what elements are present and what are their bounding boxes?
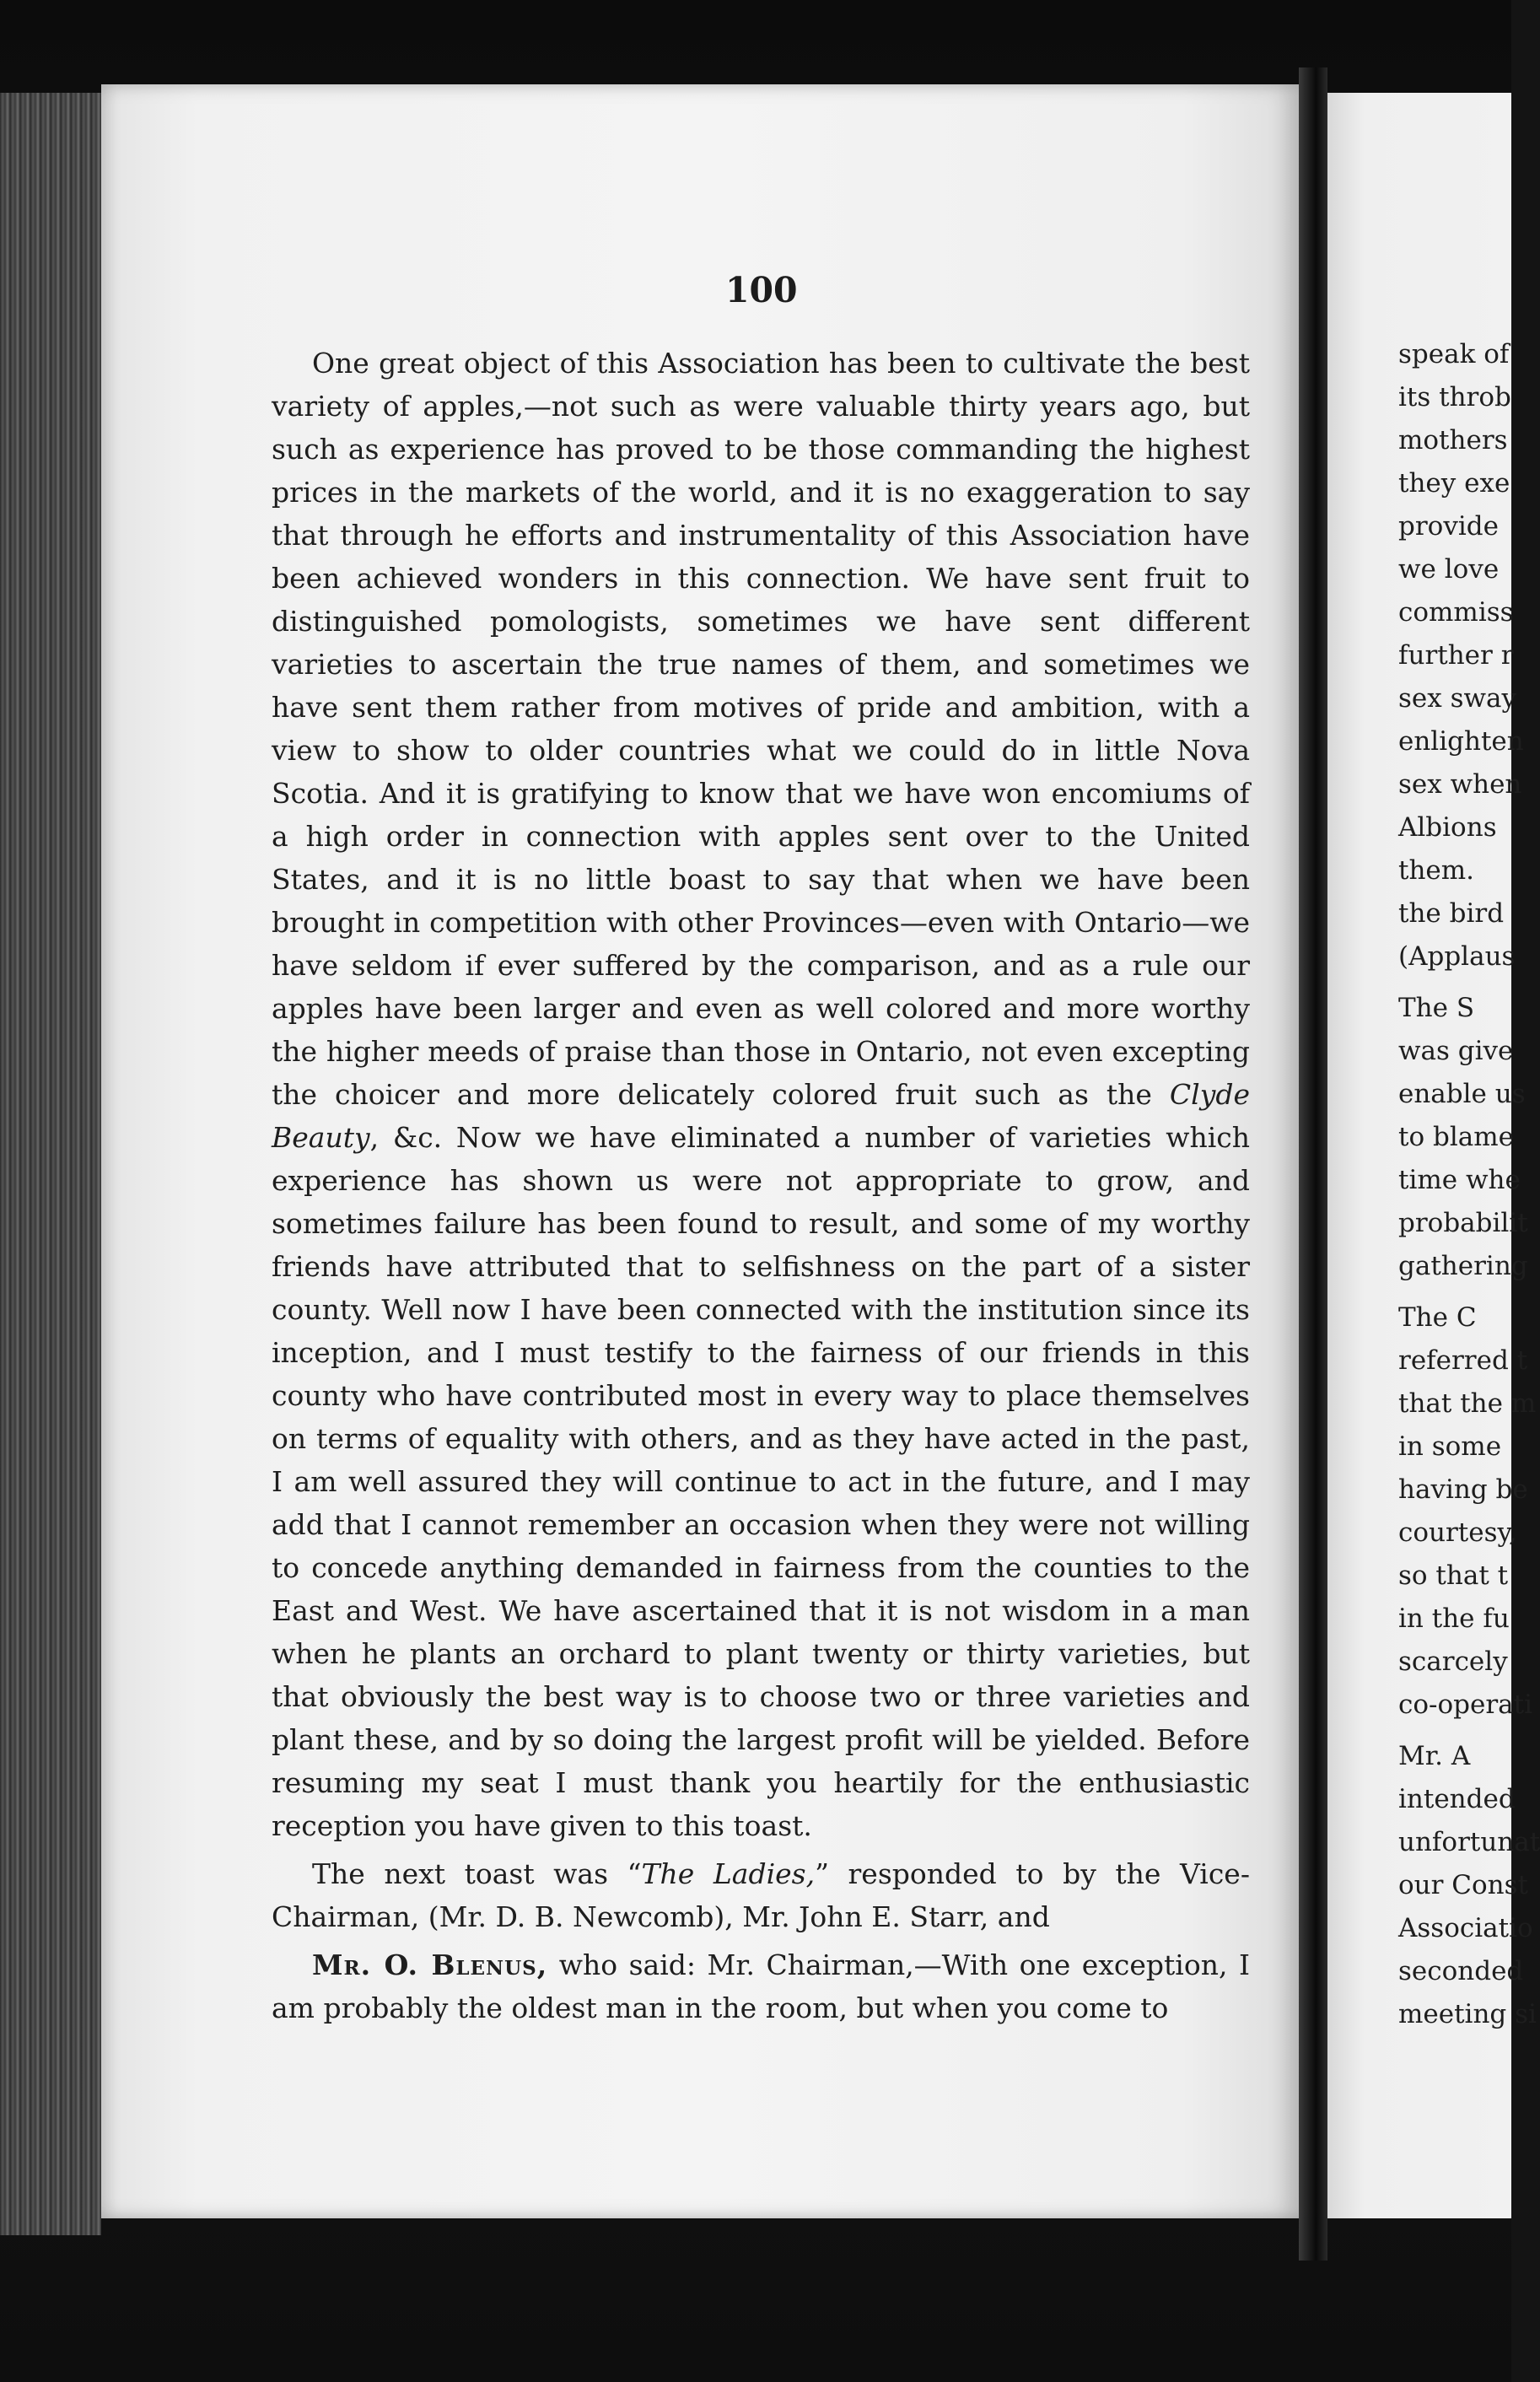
- facing-line: time whe: [1398, 1165, 1521, 1195]
- facing-line: mothers: [1398, 425, 1508, 455]
- facing-line: its throb: [1398, 382, 1511, 412]
- facing-line: Mr. A: [1398, 1741, 1471, 1771]
- facing-line: sex sway: [1398, 683, 1517, 714]
- facing-line: speak of: [1398, 339, 1510, 369]
- facing-line: commiss: [1398, 597, 1514, 628]
- facing-line: enable us: [1398, 1079, 1526, 1109]
- facing-page-text: [1398, 333, 1540, 2036]
- paragraph-ladies-toast: [272, 1852, 1250, 1938]
- facing-line: they exe: [1398, 468, 1510, 498]
- toast-name: The Ladies,: [641, 1857, 816, 1890]
- facing-line: seconded: [1398, 1956, 1524, 1986]
- paragraph-blenus-speech: [272, 1943, 1250, 2029]
- facing-line: unfortunat: [1398, 1827, 1540, 1857]
- paragraph-text: One great object of this Association has been to cultivate the best variety of apples,—not such as were valuable thirty years ago, but such as experience has proved to be those commanding the highest prices in the markets of the world, and it is no exaggeration to say that through he efforts and instrumentality of this Association have been achieved wonders in this connection. We have sent fruit to distinguished pomologists, sometimes we have sent different varieties to ascertain the true names of them, and sometimes we have sent them rather from motives of pride and ambition, with a view to show to older countries what we could do in little Nova Scotia. And it is gratifying to know that we have won encomiums of a high order in connection with apples sent over to the United States, and it is no little boast to say that when we have been brought in competition with other Provinces—even with Ontario—we have seldom if ever suffered by the comparison, and as a rule our apples have been larger and even as well colored and more worthy the higher meeds of praise than those in Ontario, not even excepting the choicer and more delicately colored fruit such as the: [272, 347, 1250, 1111]
- facing-line: meeting si: [1398, 1999, 1537, 2029]
- facing-line: The C: [1398, 1302, 1477, 1333]
- facing-line: further r: [1398, 640, 1514, 671]
- paragraph-text: ” responded to by the Vice-Chairman, (Mr. D. B. Newcomb), Mr. John E. Starr, and: [272, 1857, 1250, 1933]
- facing-line: in the fu: [1398, 1603, 1510, 1634]
- facing-line: intended: [1398, 1784, 1516, 1814]
- book-page-edges: [0, 93, 101, 2235]
- facing-line: Associatio: [1398, 1913, 1533, 1943]
- facing-line: courtesy,: [1398, 1517, 1517, 1548]
- facing-line: we love: [1398, 554, 1500, 585]
- facing-line: our Const: [1398, 1870, 1529, 1900]
- facing-line: sex when: [1398, 769, 1522, 800]
- paragraph-association-apples: [272, 342, 1250, 1847]
- facing-line: provide: [1398, 511, 1499, 542]
- facing-line: (Applaus: [1398, 941, 1516, 972]
- facing-line: was give: [1398, 1036, 1514, 1066]
- variety-name: Clyde Beauty: [272, 1078, 1250, 1154]
- facing-line: The S: [1398, 993, 1475, 1023]
- facing-line: co-operati: [1398, 1689, 1533, 1720]
- facing-line: in some: [1398, 1431, 1502, 1462]
- facing-line: that the m: [1398, 1388, 1537, 1419]
- page-body: [272, 342, 1250, 2029]
- facing-line: to blame: [1398, 1122, 1514, 1152]
- facing-line: the bird: [1398, 898, 1505, 929]
- facing-line: enlighten: [1398, 726, 1524, 757]
- facing-line: so that t: [1398, 1560, 1509, 1591]
- paragraph-text: who said: Mr. Chairman,—With one exception, I am probably the oldest man in the room, but when you come to: [272, 1948, 1250, 2024]
- paragraph-text: , &c. Now we have eliminated a number of varieties which experience has shown us were not appropriate to grow, and sometimes failure has been found to result, and some of my worthy friends have attributed that to selfishness on the part of a sister county. Well now I have been connected with the institution since its inception, and I must testify to the fairness of our friends in this county who have contributed most in every way to place themselves on terms of equality with others, and as they have acted in the past, I am well assured they will continue to act in the future, and I may add that I cannot remember an occasion when they were not willing to concede anything demanded in fairness from the counties to the East and West. We have ascertained that it is not wisdom in a man when he plants an orchard to plant twenty or thirty varieties, but that obviously the best way is to choose two or three varieties and plant these, and by so doing the largest profit will be yielded. Before resuming my seat I must thank you heartily for the enthusiastic reception you have given to this toast.: [272, 1121, 1250, 1842]
- facing-line: gathering: [1398, 1251, 1528, 1281]
- book-gutter: [1299, 67, 1327, 2261]
- facing-line: probabilit: [1398, 1208, 1528, 1238]
- paragraph-text: The next toast was “: [312, 1857, 642, 1890]
- facing-line: referred t: [1398, 1345, 1528, 1376]
- facing-line: Albions: [1398, 812, 1497, 843]
- page-number: 100: [725, 270, 798, 310]
- facing-line: having be: [1398, 1474, 1528, 1505]
- facing-line: scarcely: [1398, 1646, 1508, 1677]
- speaker-name: Mr. O. Blenus,: [312, 1948, 548, 1981]
- facing-line: them.: [1398, 855, 1475, 886]
